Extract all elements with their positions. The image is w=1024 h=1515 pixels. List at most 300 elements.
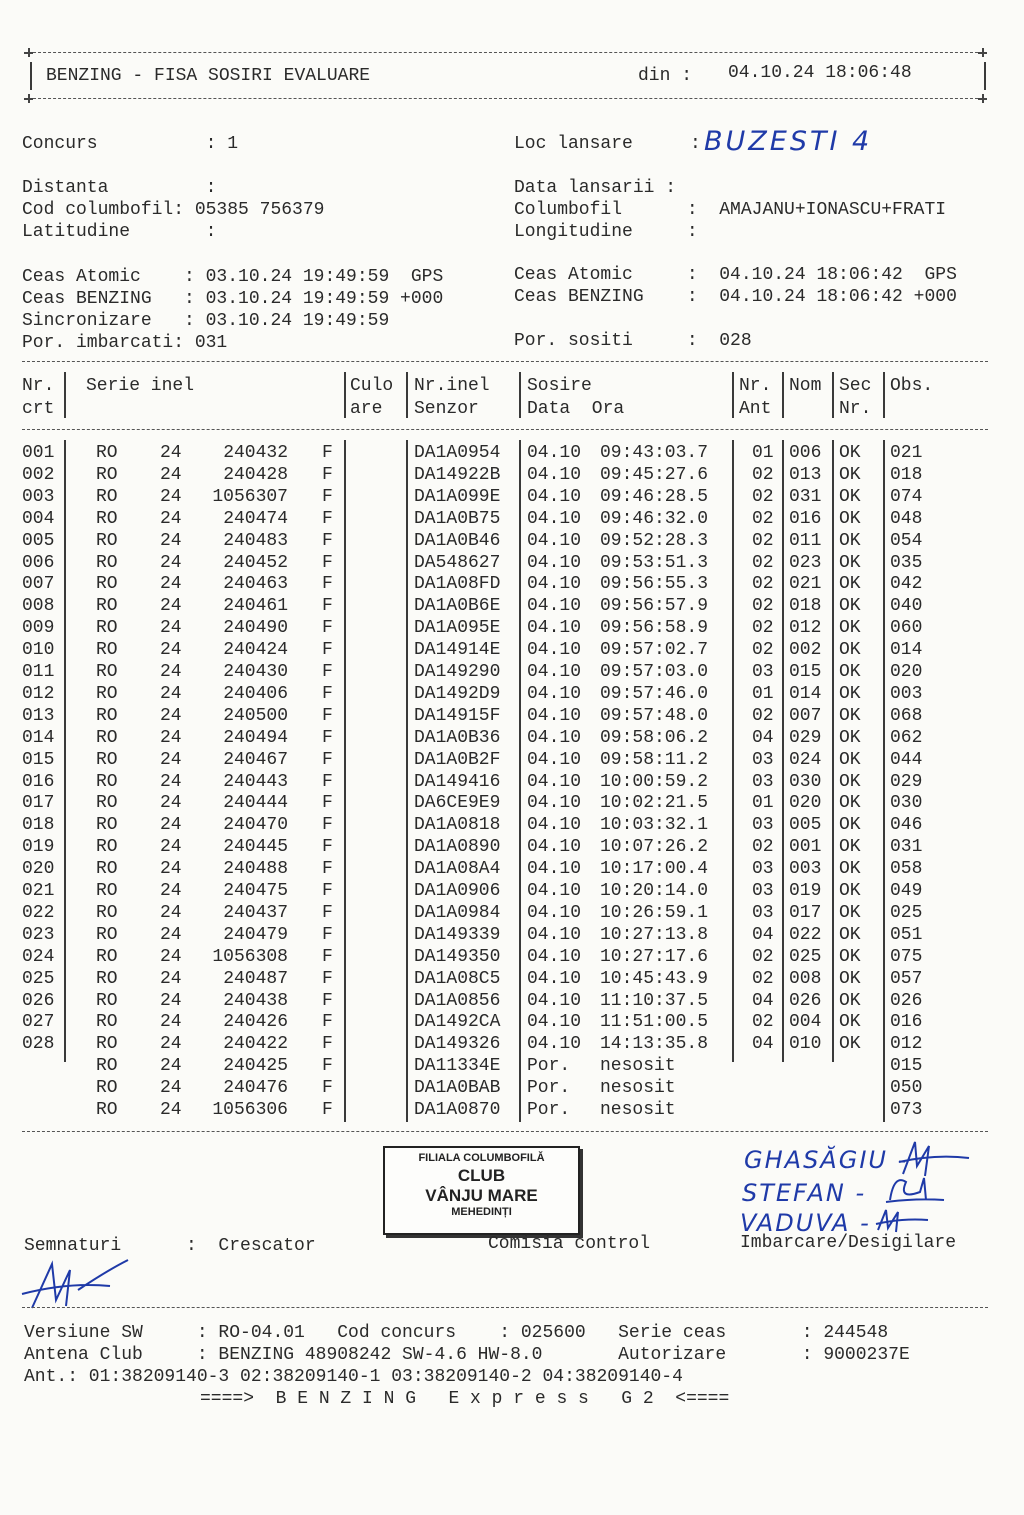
cell-sex: F xyxy=(322,705,333,726)
cell-inel: 240406 xyxy=(223,683,288,704)
club-stamp xyxy=(383,1146,580,1235)
cell-inel: 240428 xyxy=(223,464,288,485)
cell-senzor: DA1A0B6E xyxy=(414,596,501,617)
cell-an: 24 xyxy=(160,837,182,858)
cell-nom: 007 xyxy=(789,705,822,726)
cell-senzor: DA1A0906 xyxy=(414,881,501,901)
header-senzor: Senzor xyxy=(414,399,479,419)
comisia-control: Comisia control xyxy=(488,1234,651,1254)
header-sosire: Sosire xyxy=(527,376,592,396)
cell-inel: 240479 xyxy=(223,924,288,945)
cell-tara: RO xyxy=(96,1056,118,1077)
cell-obs: 003 xyxy=(890,683,923,704)
header-sec: Sec xyxy=(839,376,872,396)
cell-inel: 240475 xyxy=(223,881,288,901)
ceas-benzing-end: Ceas BENZING : 04.10.24 18:06:42 +000 xyxy=(514,287,957,307)
cell-nr: 023 xyxy=(22,924,55,945)
cell-sex: F xyxy=(322,640,333,661)
cell-an: 24 xyxy=(160,508,182,529)
cell-ora: 11:51:00.5 xyxy=(600,1012,709,1033)
cell-data: 04.10 xyxy=(527,640,582,661)
cell-data: 04.10 xyxy=(527,924,582,945)
cell-obs: 018 xyxy=(890,464,923,485)
cell-nom: 025 xyxy=(789,946,822,967)
cell-inel: 240452 xyxy=(223,552,288,573)
cell-ora: 10:27:17.6 xyxy=(600,946,709,967)
cell-ora: 10:20:14.0 xyxy=(600,881,709,901)
cell-senzor: DA149350 xyxy=(414,946,501,967)
cell-obs: 074 xyxy=(890,486,923,507)
cell-ora: 11:10:37.5 xyxy=(600,990,709,1011)
cell-tara: RO xyxy=(96,464,118,485)
cell-senzor: DA1492CA xyxy=(414,1012,501,1033)
cell-ora: 09:56:58.9 xyxy=(600,618,709,639)
handwritten-name-2: STEFAN - xyxy=(742,1179,867,1207)
din-value: 04.10.24 18:06:48 xyxy=(728,63,912,83)
cell-senzor: DA1A0B2F xyxy=(414,749,501,770)
cell-sex: F xyxy=(322,443,333,463)
sincronizare-field: Sincronizare : 03.10.24 19:49:59 xyxy=(22,311,390,331)
cell-inel: 240432 xyxy=(223,443,288,463)
cell-nom: 022 xyxy=(789,924,822,945)
cell-ant: 02 xyxy=(752,508,774,529)
cell-ora: 09:58:06.2 xyxy=(600,727,709,748)
cell-inel: 240424 xyxy=(223,640,288,661)
cell-ant: 01 xyxy=(752,683,774,704)
cell-data: 04.10 xyxy=(527,705,582,726)
cell-ant: 03 xyxy=(752,881,774,901)
cell-data: 04.10 xyxy=(527,574,582,595)
cell-nom: 008 xyxy=(789,968,822,989)
cell-inel: 1056308 xyxy=(212,946,288,967)
cell-nr: 020 xyxy=(22,859,55,880)
cell-ant: 02 xyxy=(752,486,774,507)
cell-ant: 02 xyxy=(752,552,774,573)
stamp-line-3: VÂNJU MARE xyxy=(425,1186,538,1205)
cell-data: 04.10 xyxy=(527,815,582,836)
cell-obs: 025 xyxy=(890,902,923,923)
cell-nr: 011 xyxy=(22,662,55,682)
cell-tara: RO xyxy=(96,508,118,529)
loc-lansare-label: Loc lansare xyxy=(514,134,633,154)
cell-sex: F xyxy=(322,1078,333,1099)
cell-data: 04.10 xyxy=(527,771,582,792)
cell-sec: OK xyxy=(839,859,861,880)
cell-ora: nesosit xyxy=(600,1078,676,1099)
cell-sex: F xyxy=(322,683,333,704)
cell-sex: F xyxy=(322,881,333,901)
cell-tara: RO xyxy=(96,771,118,792)
cell-obs: 060 xyxy=(890,618,923,639)
cell-tara: RO xyxy=(96,705,118,726)
cell-data: 04.10 xyxy=(527,486,582,507)
cell-senzor: DA1A0B46 xyxy=(414,530,501,551)
cell-nr: 028 xyxy=(22,1034,55,1055)
cell-senzor: DA1492D9 xyxy=(414,683,501,704)
cell-tara: RO xyxy=(96,618,118,639)
cell-inel: 240445 xyxy=(223,837,288,858)
cell-an: 24 xyxy=(160,662,182,682)
document-title: BENZING - FISA SOSIRI EVALUARE xyxy=(46,66,371,86)
cell-inel: 240437 xyxy=(223,902,288,923)
cell-nr: 004 xyxy=(22,508,55,529)
cell-data: 04.10 xyxy=(527,859,582,880)
column-separator xyxy=(832,440,834,1062)
cell-ant: 03 xyxy=(752,662,774,682)
cell-ant: 03 xyxy=(752,902,774,923)
column-separator xyxy=(344,440,346,1122)
cell-sex: F xyxy=(322,530,333,551)
cell-tara: RO xyxy=(96,946,118,967)
cell-senzor: DA149339 xyxy=(414,924,501,945)
cell-ora: 09:56:57.9 xyxy=(600,596,709,617)
cell-obs: 048 xyxy=(890,508,923,529)
cell-an: 24 xyxy=(160,443,182,463)
header-nr: Nr. xyxy=(22,376,55,396)
cell-an: 24 xyxy=(160,968,182,989)
cell-ora: nesosit xyxy=(600,1056,676,1077)
cell-data: 04.10 xyxy=(527,727,582,748)
cell-obs: 050 xyxy=(890,1078,923,1099)
cell-inel: 240474 xyxy=(223,508,288,529)
cell-sex: F xyxy=(322,946,333,967)
cell-ant: 03 xyxy=(752,815,774,836)
loc-lansare-colon: : xyxy=(690,134,701,154)
cell-obs: 057 xyxy=(890,968,923,989)
cell-nom: 030 xyxy=(789,771,822,792)
cell-obs: 073 xyxy=(890,1100,923,1120)
cell-obs: 058 xyxy=(890,859,923,880)
cell-sex: F xyxy=(322,837,333,858)
cell-tara: RO xyxy=(96,1100,118,1120)
cell-inel: 240463 xyxy=(223,574,288,595)
cell-data: 04.10 xyxy=(527,902,582,923)
header-nr-inel: Nr.inel xyxy=(414,376,490,396)
cell-obs: 049 xyxy=(890,881,923,901)
cell-inel: 240476 xyxy=(223,1078,288,1099)
cell-nr: 026 xyxy=(22,990,55,1011)
cell-inel: 240487 xyxy=(223,968,288,989)
cell-obs: 015 xyxy=(890,1056,923,1077)
crescator-signature xyxy=(18,1256,138,1318)
cell-nr: 019 xyxy=(22,837,55,858)
cell-sex: F xyxy=(322,1056,333,1077)
cell-nom: 015 xyxy=(789,662,822,682)
cell-an: 24 xyxy=(160,793,182,814)
cell-sex: F xyxy=(322,749,333,770)
cell-nr: 002 xyxy=(22,464,55,485)
footer-antena: Antena Club : BENZING 48908242 SW-4.6 HW-8.0 Autorizare : 9000237E xyxy=(24,1345,910,1365)
cell-nr: 017 xyxy=(22,793,55,814)
cell-an: 24 xyxy=(160,640,182,661)
cell-nom: 005 xyxy=(789,815,822,836)
cell-nr: 007 xyxy=(22,574,55,595)
column-separator xyxy=(883,440,885,1122)
cell-an: 24 xyxy=(160,683,182,704)
cell-nom: 006 xyxy=(789,443,822,463)
cell-sex: F xyxy=(322,596,333,617)
cell-sec: OK xyxy=(839,881,861,901)
cell-sec: OK xyxy=(839,771,861,792)
cell-inel: 240483 xyxy=(223,530,288,551)
cell-senzor: DA14914E xyxy=(414,640,501,661)
latitudine-field: Latitudine : xyxy=(22,222,217,242)
cell-an: 24 xyxy=(160,1034,182,1055)
cell-inel: 240444 xyxy=(223,793,288,814)
cell-obs: 068 xyxy=(890,705,923,726)
cell-obs: 046 xyxy=(890,815,923,836)
cell-ant: 04 xyxy=(752,727,774,748)
cell-ant: 02 xyxy=(752,530,774,551)
cell-tara: RO xyxy=(96,1034,118,1055)
cell-ant: 04 xyxy=(752,1034,774,1055)
cell-ant: 04 xyxy=(752,990,774,1011)
cell-obs: 030 xyxy=(890,793,923,814)
cell-tara: RO xyxy=(96,793,118,814)
cell-nr: 015 xyxy=(22,749,55,770)
header-nom: Nom xyxy=(789,376,822,396)
cell-senzor: DA14922B xyxy=(414,464,501,485)
cell-an: 24 xyxy=(160,486,182,507)
cell-data: 04.10 xyxy=(527,946,582,967)
cell-ant: 03 xyxy=(752,749,774,770)
cell-inel: 240470 xyxy=(223,815,288,836)
cell-nom: 021 xyxy=(789,574,822,595)
header-serie-inel: Serie inel xyxy=(86,376,195,396)
header-culoare-2: are xyxy=(350,399,383,419)
cell-sec: OK xyxy=(839,990,861,1011)
cell-sec: OK xyxy=(839,486,861,507)
cell-obs: 035 xyxy=(890,552,923,573)
cell-nr: 003 xyxy=(22,486,55,507)
cell-tara: RO xyxy=(96,727,118,748)
cell-senzor: DA1A0856 xyxy=(414,990,501,1011)
cell-sex: F xyxy=(322,662,333,682)
cell-data: 04.10 xyxy=(527,443,582,463)
cell-an: 24 xyxy=(160,749,182,770)
cell-sex: F xyxy=(322,859,333,880)
header-nr-ant: Nr. xyxy=(739,376,772,396)
cell-sec: OK xyxy=(839,1012,861,1033)
cell-sec: OK xyxy=(839,946,861,967)
columbofil-field: Columbofil : AMAJANU+IONASCU+FRATI xyxy=(514,200,947,220)
cell-nr: 005 xyxy=(22,530,55,551)
cell-data: 04.10 xyxy=(527,618,582,639)
column-separator xyxy=(732,440,734,1062)
cell-nom: 003 xyxy=(789,859,822,880)
cell-nom: 017 xyxy=(789,902,822,923)
cell-data: 04.10 xyxy=(527,749,582,770)
cell-senzor: DA1A0954 xyxy=(414,443,501,463)
ceas-atomic-start: Ceas Atomic : 03.10.24 19:49:59 GPS xyxy=(22,267,444,287)
cell-ora: 09:57:03.0 xyxy=(600,662,709,682)
cell-data: Por. xyxy=(527,1078,571,1099)
cell-sex: F xyxy=(322,1100,333,1120)
cell-senzor: DA1A08C5 xyxy=(414,968,501,989)
cell-sex: F xyxy=(322,727,333,748)
column-separator xyxy=(406,372,408,418)
cell-an: 24 xyxy=(160,924,182,945)
cell-obs: 054 xyxy=(890,530,923,551)
cell-nom: 001 xyxy=(789,837,822,858)
por-imbarcati-field: Por. imbarcati: 031 xyxy=(22,333,228,353)
footer-banner: ====> B E N Z I N G E x p r e s s G 2 <==== xyxy=(200,1389,730,1409)
cell-ora: nesosit xyxy=(600,1100,676,1120)
cell-sex: F xyxy=(322,464,333,485)
cell-senzor: DA1A0818 xyxy=(414,815,501,836)
cell-inel: 240490 xyxy=(223,618,288,639)
cell-data: 04.10 xyxy=(527,464,582,485)
cell-obs: 042 xyxy=(890,574,923,595)
cell-an: 24 xyxy=(160,859,182,880)
cell-an: 24 xyxy=(160,705,182,726)
cell-sec: OK xyxy=(839,662,861,682)
cell-data: 04.10 xyxy=(527,508,582,529)
header-ant: Ant xyxy=(739,399,772,419)
cell-data: 04.10 xyxy=(527,968,582,989)
cell-obs: 029 xyxy=(890,771,923,792)
cell-nom: 031 xyxy=(789,486,822,507)
cell-tara: RO xyxy=(96,486,118,507)
header-sec-nr: Nr. xyxy=(839,399,872,419)
cell-data: Por. xyxy=(527,1100,571,1120)
cell-sex: F xyxy=(322,771,333,792)
cell-ora: 10:45:43.9 xyxy=(600,968,709,989)
cell-ora: 09:52:28.3 xyxy=(600,530,709,551)
cell-senzor: DA149326 xyxy=(414,1034,501,1055)
cell-obs: 051 xyxy=(890,924,923,945)
cell-nom: 010 xyxy=(789,1034,822,1055)
cell-obs: 012 xyxy=(890,1034,923,1055)
cell-obs: 040 xyxy=(890,596,923,617)
cell-nr: 018 xyxy=(22,815,55,836)
cell-tara: RO xyxy=(96,574,118,595)
cell-senzor: DA1A099E xyxy=(414,486,501,507)
cell-tara: RO xyxy=(96,815,118,836)
cell-senzor: DA1A08FD xyxy=(414,574,501,595)
cell-sec: OK xyxy=(839,902,861,923)
cell-nr: 025 xyxy=(22,968,55,989)
cell-sec: OK xyxy=(839,618,861,639)
cell-ora: 09:57:02.7 xyxy=(600,640,709,661)
column-separator xyxy=(732,372,734,418)
cell-an: 24 xyxy=(160,946,182,967)
cell-nr: 021 xyxy=(22,881,55,901)
cell-ora: 09:56:55.3 xyxy=(600,574,709,595)
cell-an: 24 xyxy=(160,1012,182,1033)
cell-sex: F xyxy=(322,552,333,573)
cell-an: 24 xyxy=(160,530,182,551)
cell-sec: OK xyxy=(839,596,861,617)
cell-an: 24 xyxy=(160,464,182,485)
cell-obs: 026 xyxy=(890,990,923,1011)
cell-tara: RO xyxy=(96,640,118,661)
cell-an: 24 xyxy=(160,902,182,923)
cell-sec: OK xyxy=(839,837,861,858)
cell-sex: F xyxy=(322,1012,333,1033)
cell-ant: 01 xyxy=(752,793,774,814)
cell-nom: 013 xyxy=(789,464,822,485)
cell-obs: 020 xyxy=(890,662,923,682)
cod-columbofil-field: Cod columbofil: 05385 756379 xyxy=(22,200,325,220)
cell-inel: 240426 xyxy=(223,1012,288,1033)
cell-data: 04.10 xyxy=(527,662,582,682)
ceas-atomic-end: Ceas Atomic : 04.10.24 18:06:42 GPS xyxy=(514,265,957,285)
cell-ora: 09:58:11.2 xyxy=(600,749,709,770)
cell-nr: 016 xyxy=(22,771,55,792)
cell-data: Por. xyxy=(527,1056,571,1077)
stamp-line-2: CLUB xyxy=(457,1166,506,1185)
cell-ora: 09:57:48.0 xyxy=(600,705,709,726)
cell-nr: 013 xyxy=(22,705,55,726)
cell-sex: F xyxy=(322,574,333,595)
column-separator xyxy=(883,372,885,418)
cell-nr: 022 xyxy=(22,902,55,923)
cell-ora: 10:26:59.1 xyxy=(600,902,709,923)
column-separator xyxy=(344,372,346,418)
cell-ora: 10:00:59.2 xyxy=(600,771,709,792)
cell-sex: F xyxy=(322,1034,333,1055)
concurs-field: Concurs : 1 xyxy=(22,134,239,154)
cell-ant: 03 xyxy=(752,859,774,880)
cell-nr: 006 xyxy=(22,552,55,573)
cell-ora: 10:07:26.2 xyxy=(600,837,709,858)
cell-an: 24 xyxy=(160,552,182,573)
cell-inel: 240488 xyxy=(223,859,288,880)
cell-an: 24 xyxy=(160,771,182,792)
cell-nom: 024 xyxy=(789,749,822,770)
cell-ant: 01 xyxy=(752,443,774,463)
cell-tara: RO xyxy=(96,881,118,901)
cell-senzor: DA1A08A4 xyxy=(414,859,501,880)
cell-ant: 02 xyxy=(752,968,774,989)
cell-sex: F xyxy=(322,990,333,1011)
cell-an: 24 xyxy=(160,574,182,595)
cell-ant: 02 xyxy=(752,596,774,617)
cell-ora: 10:27:13.8 xyxy=(600,924,709,945)
cell-tara: RO xyxy=(96,443,118,463)
column-separator xyxy=(782,440,784,1062)
cell-senzor: DA14915F xyxy=(414,705,501,726)
cell-an: 24 xyxy=(160,618,182,639)
cell-nom: 026 xyxy=(789,990,822,1011)
cell-data: 04.10 xyxy=(527,596,582,617)
column-separator xyxy=(782,372,784,418)
cell-senzor: DA149416 xyxy=(414,771,501,792)
cell-senzor: DA548627 xyxy=(414,552,501,573)
ceas-benzing-start: Ceas BENZING : 03.10.24 19:49:59 +000 xyxy=(22,289,444,309)
cell-tara: RO xyxy=(96,683,118,704)
semnaturi-crescator: Semnaturi : Crescator xyxy=(24,1236,316,1256)
cell-sex: F xyxy=(322,618,333,639)
cell-ora: 09:57:46.0 xyxy=(600,683,709,704)
cell-ant: 02 xyxy=(752,946,774,967)
cell-ora: 09:46:28.5 xyxy=(600,486,709,507)
cell-nom: 004 xyxy=(789,1012,822,1033)
cell-nom: 020 xyxy=(789,793,822,814)
cell-an: 24 xyxy=(160,1056,182,1077)
cell-obs: 044 xyxy=(890,749,923,770)
column-separator xyxy=(64,440,66,1062)
cell-data: 04.10 xyxy=(527,530,582,551)
cell-sec: OK xyxy=(839,749,861,770)
cell-ora: 10:17:00.4 xyxy=(600,859,709,880)
cell-ant: 02 xyxy=(752,574,774,595)
footer-ant: Ant.: 01:38209140-3 02:38209140-1 03:38209140-2 04:38209140-4 xyxy=(24,1367,683,1387)
handwritten-name-1: GHASĂGIU - xyxy=(744,1146,909,1174)
cell-tara: RO xyxy=(96,662,118,682)
cell-tara: RO xyxy=(96,924,118,945)
